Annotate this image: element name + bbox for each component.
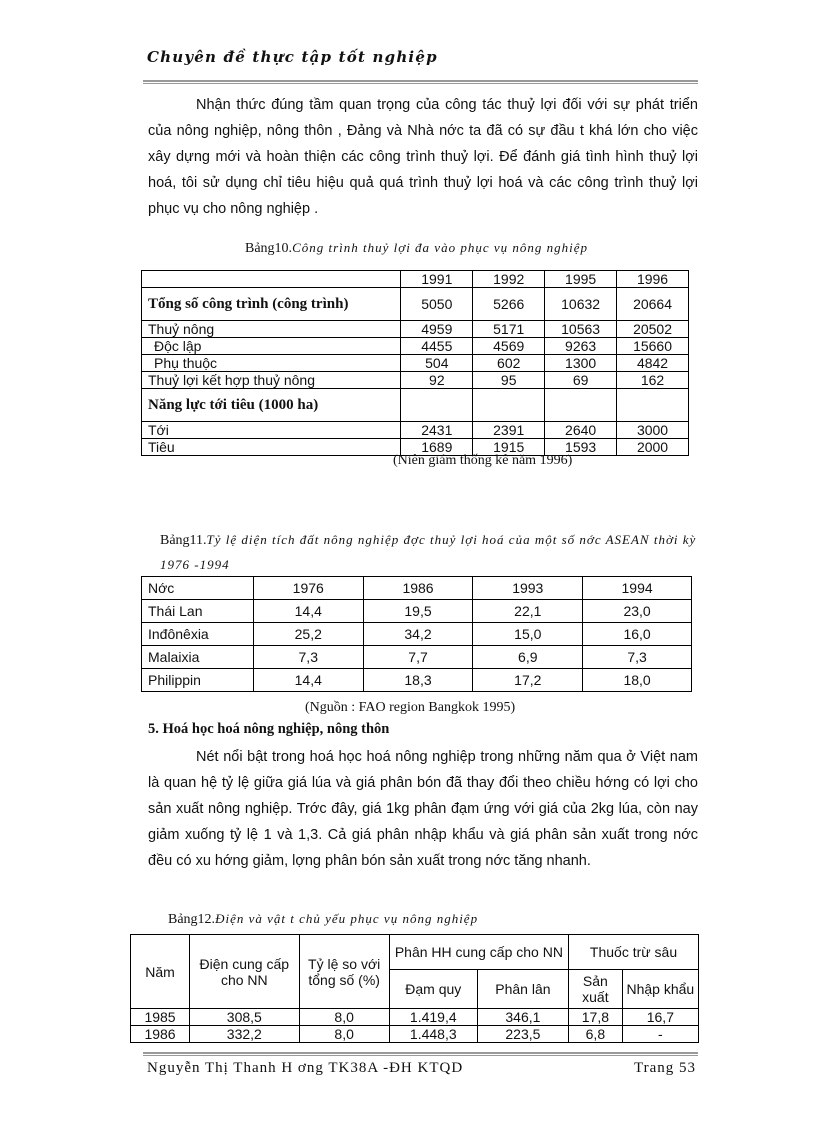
- table10-cell: 2640: [545, 422, 617, 439]
- section5-paragraph-text: Nét nổi bật trong hoá học hoá nông nghiệp trong những năm qua ở Việt nam là quan hệ tỷ lệ giữa giá lúa và giá phân bón đã thay đổi theo chiều hớng có lợi cho sản xuất nông nghiệp. Trớc đây, giá 1kg phân đạm ứng với giá của 2kg lúa, còn nay giảm xuống tỷ lệ 1 và 1,3. Cả giá phân nhập khẩu và giá phân sản xuất trong nớc đều có xu hớng giảm, lợng phân bón sản xuất trong nớc tăng nhanh.: [148, 749, 698, 869]
- table-row: [142, 422, 689, 439]
- table12-cell: 6,8: [569, 1026, 623, 1043]
- section5-heading: 5. Hoá học hoá nông nghiệp, nông thôn: [148, 721, 390, 737]
- table-row: [142, 669, 692, 692]
- table11-header-cell: Nớc: [142, 577, 254, 600]
- table11-source: (Nguồn : FAO region Bangkok 1995): [305, 700, 516, 715]
- table11-caption-text: Tỷ lệ diện tích đất nông nghiệp đợc thuỷ lợi hoá của một số nớc ASEAN thời kỳ 1976 -1994: [160, 532, 697, 572]
- table10-cell: 69: [545, 372, 617, 389]
- table-row: [131, 1009, 699, 1026]
- table10-row-label: Độc lập: [142, 338, 401, 355]
- table11-cell: 14,4: [253, 669, 363, 692]
- table12-header-phosphate: Phân lân: [477, 970, 568, 1009]
- table10-year: 1991: [401, 271, 473, 288]
- table10-row-label: Tiêu: [142, 439, 401, 456]
- table11-cell: 25,2: [253, 623, 363, 646]
- table10-cell: 9263: [545, 338, 617, 355]
- table12-caption-text: Điện và vật t chủ yếu phục vụ nông nghiệp: [215, 911, 479, 926]
- table-row: [142, 338, 689, 355]
- table10-cell: 602: [473, 355, 545, 372]
- table10-cell: 95: [473, 372, 545, 389]
- table12: [130, 934, 699, 1043]
- table10-row-label: Năng lực tới tiêu (1000 ha): [142, 389, 401, 422]
- table11-cell: 15,0: [473, 623, 583, 646]
- table10-cell: 15660: [617, 338, 689, 355]
- table10-cell: 10563: [545, 321, 617, 338]
- table11-cell: 17,2: [473, 669, 583, 692]
- table11: [141, 576, 692, 692]
- table-row: [142, 372, 689, 389]
- table11-cell: 7,7: [363, 646, 473, 669]
- table11-cell: 6,9: [473, 646, 583, 669]
- table-row: [131, 935, 699, 970]
- table11-cell: 18,0: [583, 669, 692, 692]
- table11-cell: Thái Lan: [142, 600, 254, 623]
- table12-header-ratio: Tỷ lệ so với tổng số (%): [299, 935, 389, 1009]
- table10-cell: 1915: [473, 439, 545, 456]
- section5-paragraph: [148, 744, 698, 874]
- table-row: [142, 389, 689, 422]
- table12-cell: 17,8: [569, 1009, 623, 1026]
- table10-row-label: Tới: [142, 422, 401, 439]
- table11-cell: 7,3: [253, 646, 363, 669]
- intro-paragraph: [148, 92, 698, 222]
- table10-cell: 1689: [401, 439, 473, 456]
- table12-cell: -: [622, 1026, 698, 1043]
- table11-cell: 18,3: [363, 669, 473, 692]
- table10-row-label: Thuỷ lợi kết hợp thuỷ nông: [142, 372, 401, 389]
- table-row: [142, 577, 692, 600]
- table12-header-electricity: Điện cung cấp cho NN: [190, 935, 300, 1009]
- footer-rule: [143, 1052, 698, 1056]
- table10-cell: 5266: [473, 288, 545, 321]
- table10-corner: [142, 271, 401, 288]
- table12-header-year: Năm: [131, 935, 190, 1009]
- table12-cell: 346,1: [477, 1009, 568, 1026]
- table-row: [131, 1026, 699, 1043]
- header-rule: [143, 80, 698, 84]
- table10-cell: 504: [401, 355, 473, 372]
- table10-year: 1995: [545, 271, 617, 288]
- table10-cell: 20502: [617, 321, 689, 338]
- table12-cell: 1985: [131, 1009, 190, 1026]
- table10-row-label: Phụ thuộc: [142, 355, 401, 372]
- table11-header-cell: 1993: [473, 577, 583, 600]
- table10-year: 1992: [473, 271, 545, 288]
- table11-header-cell: 1976: [253, 577, 363, 600]
- table12-cell: 332,2: [190, 1026, 300, 1043]
- table10-cell: 4455: [401, 338, 473, 355]
- table10-cell: 1300: [545, 355, 617, 372]
- table10-row-label: Thuỷ nông: [142, 321, 401, 338]
- table-row: [142, 288, 689, 321]
- table11-cell: 14,4: [253, 600, 363, 623]
- table10-cell: 3000: [617, 422, 689, 439]
- table-row: [142, 271, 689, 288]
- table11-cell: Inđônêxia: [142, 623, 254, 646]
- table12-cell: 308,5: [190, 1009, 300, 1026]
- table12-header-fertilizer: Phân HH cung cấp cho NN: [389, 935, 568, 970]
- table11-cell: 19,5: [363, 600, 473, 623]
- table12-caption: [168, 911, 478, 928]
- table-row: [142, 321, 689, 338]
- table10-cell: [617, 389, 689, 422]
- table10-cell: 5171: [473, 321, 545, 338]
- table10-cell: 5050: [401, 288, 473, 321]
- table12-caption-label: Bảng12.: [168, 912, 216, 927]
- table11-cell: Malaixia: [142, 646, 254, 669]
- table12-cell: 1986: [131, 1026, 190, 1043]
- table12-header-nitrogen: Đạm quy: [389, 970, 477, 1009]
- table10-cell: 2000: [617, 439, 689, 456]
- table10-caption: [245, 240, 588, 257]
- intro-paragraph-text: Nhận thức đúng tầm quan trọng của công tác thuỷ lợi đối với sự phát triển của nông nghiệp, nông thôn , Đảng và Nhà nớc ta đã có sự đầu t khá lớn cho việc xây dựng mới và hoàn thiện các công trình thuỷ lợi. Để đánh giá tình hình thuỷ lợi hoá, tôi sử dụng chỉ tiêu hiệu quả quá trình thuỷ lợi hoá và các công trình thuỷ lợi phục vụ cho nông nghiệp .: [148, 97, 698, 217]
- table11-caption-label: Bảng11.: [160, 533, 207, 548]
- footer-page-number: Trang 53: [633, 1060, 696, 1076]
- table10-cell: 162: [617, 372, 689, 389]
- table12-header-imported: Nhập khẩu: [622, 970, 698, 1009]
- table11-header-cell: 1986: [363, 577, 473, 600]
- table10-cell: [401, 389, 473, 422]
- table10-cell: 10632: [545, 288, 617, 321]
- table11-cell: Philippin: [142, 669, 254, 692]
- table11-cell: 7,3: [583, 646, 692, 669]
- page-header-title: Chuyên đề thực tập tốt nghiệp: [147, 48, 438, 66]
- table12-cell: 8,0: [299, 1009, 389, 1026]
- table10-cell: 20664: [617, 288, 689, 321]
- table12-header-produced: Sản xuất: [569, 970, 623, 1009]
- table10-caption-text: Công trình thuỷ lợi đa vào phục vụ nông nghiệp: [292, 240, 589, 255]
- table11-cell: 22,1: [473, 600, 583, 623]
- table10-cell: 2391: [473, 422, 545, 439]
- table10-caption-label: Bảng10.: [245, 241, 293, 256]
- table10: [141, 270, 689, 456]
- table-row: [142, 646, 692, 669]
- table10-year: 1996: [617, 271, 689, 288]
- table10-source: (Niên giám thống kê năm 1996): [393, 453, 573, 468]
- table10-cell: [473, 389, 545, 422]
- table12-cell: 1.419,4: [389, 1009, 477, 1026]
- table10-cell: 1593: [545, 439, 617, 456]
- table11-cell: 16,0: [583, 623, 692, 646]
- table12-cell: 8,0: [299, 1026, 389, 1043]
- table12-header-pesticide: Thuốc trừ sâu: [569, 935, 699, 970]
- table10-cell: 4959: [401, 321, 473, 338]
- footer-author: Nguyễn Thị Thanh H ơng TK38A -ĐH KTQD: [147, 1060, 464, 1076]
- table11-cell: 34,2: [363, 623, 473, 646]
- table10-cell: 4569: [473, 338, 545, 355]
- table10-cell: 4842: [617, 355, 689, 372]
- table12-cell: 223,5: [477, 1026, 568, 1043]
- table11-caption: [160, 528, 720, 578]
- table10-cell: 2431: [401, 422, 473, 439]
- table12-cell: 1.448,3: [389, 1026, 477, 1043]
- table10-cell: [545, 389, 617, 422]
- table-row: [142, 600, 692, 623]
- table10-row-label: Tổng số công trình (công trình): [142, 288, 401, 321]
- table-row: [142, 623, 692, 646]
- table11-header-cell: 1994: [583, 577, 692, 600]
- table11-cell: 23,0: [583, 600, 692, 623]
- table12-cell: 16,7: [622, 1009, 698, 1026]
- table10-cell: 92: [401, 372, 473, 389]
- table-row: [142, 355, 689, 372]
